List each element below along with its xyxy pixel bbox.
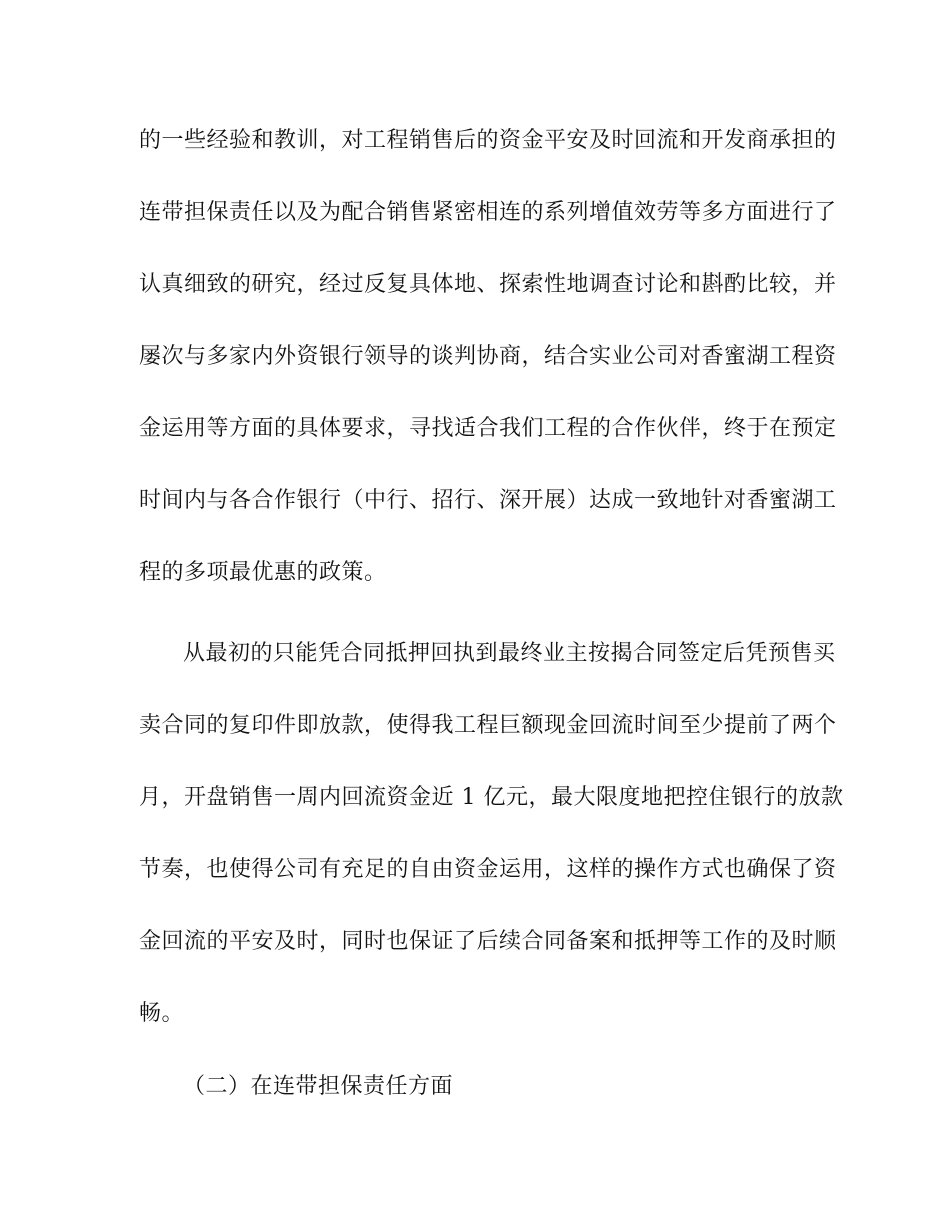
paragraph-2-line-6: 畅。 xyxy=(139,1001,185,1026)
paragraph-2-line-5: 金回流的平安及时，同时也保证了后续合同备案和抵押等工作的及时顺 xyxy=(139,929,837,954)
paragraph-1-line-6: 时间内与各合作银行（中行、招行、深开展）达成一致地针对香蜜湖工 xyxy=(139,488,837,513)
paragraph-1-line-2: 连带担保责任以及为配合销售紧密相连的系列增值效劳等多方面进行了 xyxy=(139,200,837,225)
paragraph-1-line-7: 程的多项最优惠的政策。 xyxy=(139,560,387,585)
paragraph-2-line-2: 卖合同的复印件即放款，使得我工程巨额现金回流时间至少提前了两个 xyxy=(139,713,837,738)
paragraph-1-line-4: 屡次与多家内外资银行领导的谈判协商，结合实业公司对香蜜湖工程资 xyxy=(139,344,837,369)
paragraph-1-line-3: 认真细致的研究，经过反复具体地、探索性地调查讨论和斟酌比较，并 xyxy=(139,272,837,297)
paragraph-2-line-4: 节奏，也使得公司有充足的自由资金运用，这样的操作方式也确保了资 xyxy=(139,857,837,882)
paragraph-1-line-5: 金运用等方面的具体要求，寻找适合我们工程的合作伙伴，终于在预定 xyxy=(139,416,837,441)
paragraph-1-line-1: 的一些经验和教训，对工程销售后的资金平安及时回流和开发商承担的 xyxy=(139,128,837,153)
section-heading: （二）在连带担保责任方面 xyxy=(183,1074,454,1099)
paragraph-2-line-3: 月，开盘销售一周内回流资金近 1 亿元，最大限度地把控住银行的放款 xyxy=(139,785,844,810)
paragraph-2-line-1: 从最初的只能凭合同抵押回执到最终业主按揭合同签定后凭预售买 xyxy=(183,641,836,666)
